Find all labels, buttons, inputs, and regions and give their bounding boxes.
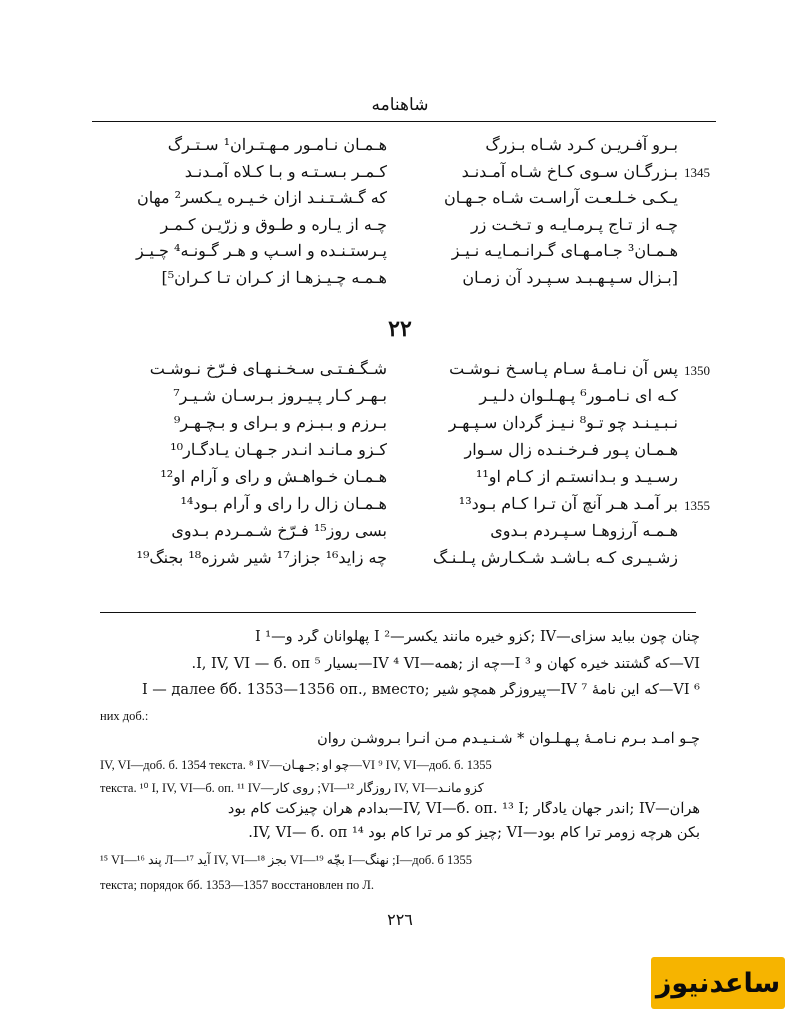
section1.right-hemistich: بـرو آفـريـن كـرد شـاه بـزرگ bbox=[485, 135, 678, 154]
page-number: ٢٢٦ bbox=[387, 910, 413, 929]
section2.right-hemistich: هـمـه آرزوهـا سـپـردم بـدوى bbox=[490, 521, 678, 540]
footnote-line: ¹⁵ VI—پند ¹⁶ Л—آيد ¹⁷ IV, VI—بجز ¹⁸ VI—بچّه ¹⁹ I—نهنگ ;I—доб. б 1355 bbox=[100, 853, 472, 867]
section1.right-hemistich: هـمـان³ جـامـهـاى گـرانـمـايـه نـيـز bbox=[451, 241, 678, 260]
watermark-logo bbox=[651, 957, 785, 1009]
footnote-line: چنان چون ببايد سزاى—IV ;كزو خيره مانند يكسر—I ² پهلوانان گرد و—I ¹ bbox=[254, 629, 700, 645]
line-number-1350: 1350 bbox=[684, 363, 710, 378]
section1.left-hemistich: هـمـان نـامـور مـهـتـران¹ سـتـرگ bbox=[167, 135, 387, 154]
footnote-line: چـو آمـد بـرم نـامـهٔ پـهـلـوان * شـنـيـدم مـن آنـرا بـروشـن روان bbox=[317, 731, 700, 747]
section1.right-hemistich: يـكـى خـلـعـت آراسـت شـاه جـهـان bbox=[443, 188, 678, 207]
section-number: ٢٢ bbox=[388, 316, 412, 342]
section2.right-hemistich: بر آمـد هـر آنچ آن تـرا كـام بـود¹³ bbox=[458, 494, 678, 513]
section2.right-hemistich: كـه اى نـامـور⁶ پـهـلـوان دلـيـر bbox=[479, 386, 678, 405]
section2.left-hemistich: شـگـفـتـى سـخـنـهـاى فـرّخ نـوشـت bbox=[149, 359, 387, 378]
section2.right-hemistich: نـبـيـنـد چو تـو⁸ نـيـز گردان سـپـهـر bbox=[448, 413, 678, 432]
footnote-rule bbox=[100, 612, 696, 613]
section2.left-hemistich: بـرزم و بـبـزم و بـراى و بـچـهـر⁹ bbox=[173, 413, 387, 432]
section1.right-hemistich: چـه از تـاج پـرمـايـه و تـخـت زر bbox=[470, 214, 678, 234]
section1.left-hemistich: هـمـه چـيـزهـا از كـران تـا كـران⁵] bbox=[161, 267, 387, 287]
section2.left-hemistich: بسى روز¹⁵ فـرّخ شـمـردم بـدوى bbox=[171, 521, 387, 540]
section1.right-hemistich: بـزرگـان سـوى كـاخ شـاه آمـدنـد bbox=[461, 161, 678, 181]
section2.right-hemistich: هـمـان پـور فـرخـنـده زال سـوار bbox=[464, 440, 678, 459]
section2.right-hemistich: زشـيـرى كـه بـاشـد شـكـارش پـلـنـگ bbox=[432, 548, 678, 567]
section1.left-hemistich: كه گـشـتـنـد ازان خـيـره يـكسر² مهان bbox=[136, 188, 387, 207]
section2.left-hemistich: كـزو مـانـد انـدر جـهـان يـادگـار¹⁰ bbox=[170, 440, 387, 459]
footnote-line: ⁶ VI—كه اين نامهٔ ⁷ IV—پيروزگر همچو شير ;I — далее бб. 1353—1356 оп., вместо bbox=[141, 682, 700, 698]
footnote-line: VI—كه گشتند خيره كهان و ³ I—چه از ;همه—IV ⁴ VI—بسيار ⁵ I, IV, VI — б. оп. bbox=[191, 656, 700, 672]
section2.right-hemistich: رسـيـد و بـدانستـم از كـام او¹¹ bbox=[475, 467, 678, 486]
section2.left-hemistich: هـمـان خـواهـش و راى و آرام او¹² bbox=[160, 467, 387, 486]
header-rule bbox=[92, 121, 716, 122]
page-header-title: شاهنامه bbox=[371, 95, 429, 115]
footnote-line: текста. ¹⁰ I, IV, VI—б. оп. ¹¹ IV—روى كار ;VI—روزگار ¹² IV, VI—كزو مانـد bbox=[100, 781, 484, 795]
footnote-line: هرآن—IV ;اندر جهان يادگار ;IV, VI—б. оп. ¹³ I—بدادم هران چيزكت كام بود bbox=[227, 801, 700, 817]
footnote-line: текста; порядок бб. 1353—1357 восстановлен по Л. bbox=[100, 878, 375, 892]
section1.left-hemistich: كـمـر بـسـتـه و بـا كـلاه آمـدنـد bbox=[184, 161, 387, 181]
footnote-line: них доб.: bbox=[100, 709, 149, 723]
line-number-1355: 1355 bbox=[684, 498, 710, 513]
section2.left-hemistich: هـمـان زال را راى و آرام بـود¹⁴ bbox=[180, 494, 387, 513]
line-number-1345: 1345 bbox=[684, 165, 710, 180]
footnote-line: IV, VI—доб. б. 1354 текста. ⁸ IV—چو او ;جـهـان—VI ⁹ IV, VI—доб. б. 1355 bbox=[100, 758, 492, 772]
section2.left-hemistich: بـهـر كـار پـيـروز بـرسـان شـيـر⁷ bbox=[173, 386, 387, 405]
section2.right-hemistich: پس آن نـامـهٔ سـام پـاسـخ نـوشـت bbox=[449, 359, 678, 378]
section1.left-hemistich: چـه از يـاره و طـوق و زرّيـن كـمـر bbox=[160, 214, 387, 234]
watermark-text: ساعدنیوز bbox=[655, 967, 781, 999]
section1.right-hemistich: [بـزال سـپـهـبـد سـپـرد آن زمـان bbox=[462, 267, 678, 287]
section2.left-hemistich: چه زايد¹⁶ جزاز¹⁷ شير شرزه¹⁸ بجنگ¹⁹ bbox=[136, 548, 387, 567]
footnote-line: بكن هرچه زومر ترا كام بود—VI ;چيز كو مر ترا كام بود ¹⁴ IV, VI— б. оп. bbox=[248, 825, 700, 841]
section1.left-hemistich: پـرستـنـده و اسـپ و هـر گـونـه⁴ چـيـز bbox=[136, 241, 387, 260]
